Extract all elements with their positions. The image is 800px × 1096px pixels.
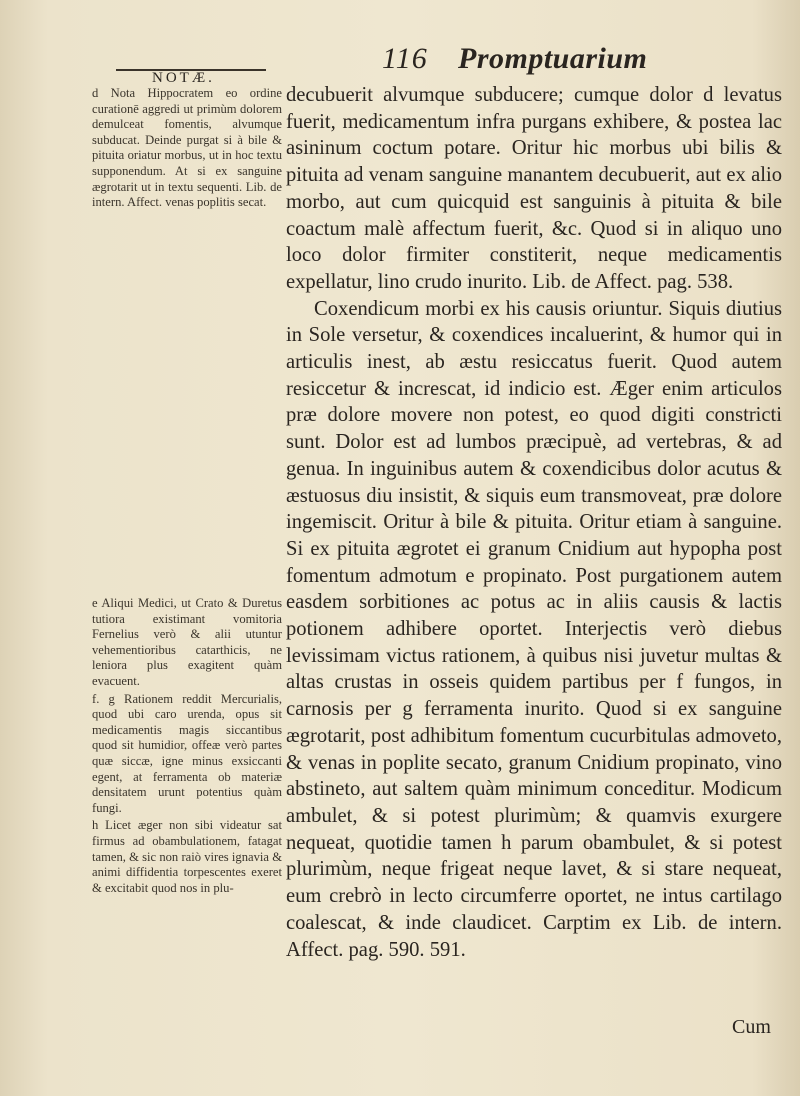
notes-heading: NOTÆ. — [152, 70, 215, 86]
margin-notes-bottom — [92, 596, 282, 896]
page-number: 116 — [382, 42, 428, 75]
main-text — [286, 82, 782, 963]
catchword: Cum — [732, 1016, 771, 1038]
margin-note: f. g Rationem reddit Mercurialis, quod ubi caro urenda, opus sit medicamentis magis siccantibus quod sit humidior, offeæ verò partes quæ siccæ, igne minus exsiccanti egent, at ferramenta ob materiæ densitatem urunt potentius quàm fungi. — [92, 691, 282, 815]
running-title: Promptuarium — [458, 42, 648, 75]
body-paragraph: decubuerit alvumque subducere; cumque dolor d levatus fuerit, medicamentum infra purgans exhibere, & postea lac asininum coctum potare. Oritur hic morbus ubi bilis & pituita ad venam sanguine manantem decubuerit, aut ex alio morbo, aut cum quicquid est sanguinis à pituita & bile coactum malè affectum fuerit, &c. Quod si in aliquo uno loco dolor firmiter constiterit, neque medicamentis expellatur, lino crudo inurito. Lib. de Affect. pag. 538. — [286, 84, 782, 293]
margin-note: d Nota Hippocratem eo ordine curationē aggredi ut primùm dolorem demulceat fomentis, alvumque subducat. Deinde purgat si à bile & pituita oriatur morbus, ut in hoc textu supponendum. At si ex sanguine ægrotarit ut in textu sequenti. Lib. de intern. Affect. venas poplitis secat. — [92, 86, 282, 210]
margin-note: h Licet æger non sibi videatur sat firmus ad obambulationem, fatagat tamen, & sic non raiò vires ignavia & animi diffidentia torpescentes exeret & excitabit quod nos in plu- — [92, 818, 282, 895]
margin-note: e Aliqui Medici, ut Crato & Duretus tutiora existimant vomitoria Fernelius verò & alii utuntur vehementioribus catarthicis, ne leniora plus exagitent quàm evacuent. — [92, 596, 282, 688]
body-paragraph: Coxendicum morbi ex his causis oriuntur. Siquis diutius in Sole versetur, & coxendices incaluerint, & humor qui in articulis inest, ab æstu resiccatus fuerit. Quod autem resiccetur & increscat, id indicio est. Æger enim articulos præ dolore movere non potest, eo quod digiti constricti sunt. Dolor est ad lumbos præcipuè, ad vertebras, & ad genua. In inguinibus autem & coxendicibus dolor acutus & æstuosus diu insistit, & siquis eum transmoveat, præ dolore ingemiscit. Oritur à bile & pituita. Oritur etiam à sanguine. Si ex pituita ægrotet ei granum Cnidium aut hypopha post fomentum admotum e propinato. Post purgationem autem easdem sorbitiones ac potus ac in aliis causis & lactis potionem adhibere oportet. Interjectis verò diebus levissimam victus rationem, à quibus nisi juvetur multas & altas crustas in osseis quidem partibus per f fungos, in carnosis per g ferramenta inurito. Quod si ex sanguine ægrotarit, post adhibitum fomentum cucurbitulas admoveto, & venas in poplite secato, granum Cnidium propinato, vino abstineto, aut saltem quàm minimum conceditur. Modicum ambulet, & si potest plurimùm; & quamvis exurgere nequeat, quotidie tamen h parum obambulet, & si potest plurimùm, neque frigeat neque lavet, & si stare nequeat, eum crebrò in lecto circumferre oportet, ne intus cartilago coalescat, & inde claudicet. Carptim ex Lib. de intern. Affect. pag. 590. 591. — [286, 297, 782, 961]
margin-notes-top — [92, 86, 282, 211]
